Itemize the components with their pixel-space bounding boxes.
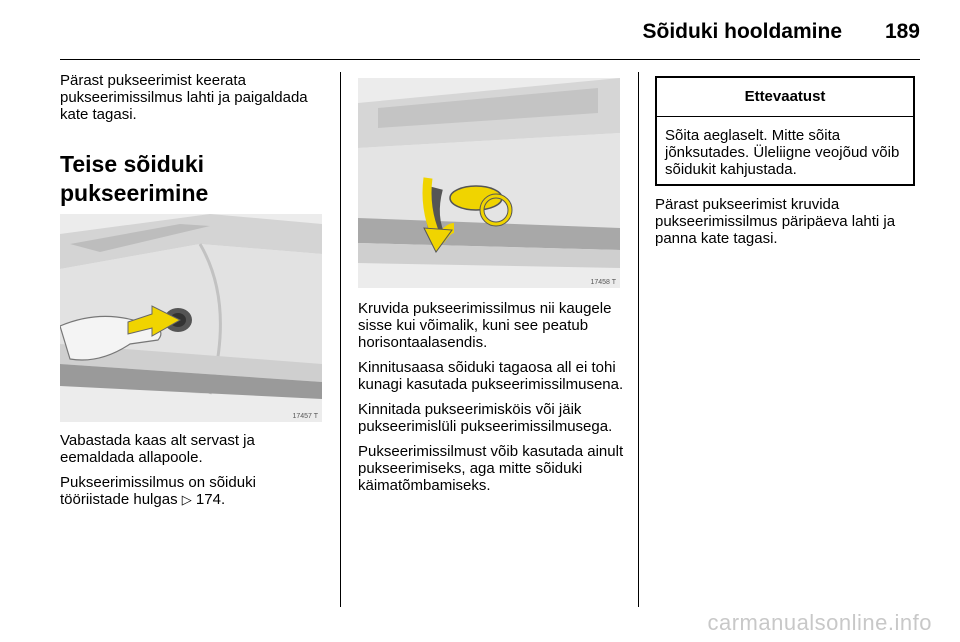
intro-paragraph: Pärast pukseerimist keerata pukseerimissilmus lahti ja paigaldada kate tagasi. <box>60 72 308 123</box>
paragraph: Pukseerimissilmust võib kasutada ainult pukseerimiseks, aga mitte sõiduki käimatõmbamiseks. <box>358 443 624 494</box>
column-1 <box>60 72 326 542</box>
col3-body <box>655 196 921 255</box>
column-2 <box>358 72 624 542</box>
paragraph: Vabastada kaas alt servast ja eemaldada allapoole. <box>60 432 255 466</box>
section-heading: Teise sõiduki pukseerimine <box>60 151 209 206</box>
figure-code: 17457 T <box>292 413 318 420</box>
page-header <box>0 0 960 60</box>
figure-cover-removal <box>60 214 322 422</box>
caution-title: Ettevaatust <box>657 78 913 117</box>
page-number: 189 <box>884 20 920 43</box>
header-rule <box>60 59 920 60</box>
figure-towing-eye-install <box>358 78 620 288</box>
column-divider-1 <box>340 72 341 607</box>
page-reference[interactable]: 174. <box>195 491 226 508</box>
paragraph-text: Pukseerimissilmus on sõiduki tööriistade hulgas <box>60 474 256 508</box>
column-3 <box>655 72 921 542</box>
paragraph: Kinnitusaasa sõiduki tagaosa all ei tohi kunagi kasutada pukseerimissilmusena. <box>358 359 624 393</box>
caution-text: Sõita aeglaselt. Mitte sõita jõnksutades. Üleliigne veojõud võib sõidukit kahjustada. <box>665 127 900 178</box>
watermark: carmanualsonline.info <box>707 610 932 635</box>
paragraph-with-reference <box>60 474 326 508</box>
column-divider-2 <box>638 72 639 607</box>
col2-body <box>358 300 624 502</box>
paragraph: Kruvida pukseerimissilmus nii kaugele sisse kui võimalik, kuni see peatub horisontaalasendis. <box>358 300 612 351</box>
col1-body <box>60 432 326 516</box>
reference-arrow-icon: ▷ <box>181 492 192 507</box>
paragraph: Kinnitada pukseerimisköis või jäik pukseerimislüli pukseerimissilmusega. <box>358 401 613 435</box>
paragraph: Pärast pukseerimist kruvida pukseerimissilmus päripäeva lahti ja panna kate tagasi. <box>655 196 896 247</box>
towing-eye-illustration <box>358 78 620 288</box>
bumper-cover-illustration <box>60 214 322 422</box>
header-title: Sõiduki hooldamine <box>642 20 842 43</box>
figure-code: 17458 T <box>590 279 616 286</box>
caution-box <box>655 76 915 186</box>
